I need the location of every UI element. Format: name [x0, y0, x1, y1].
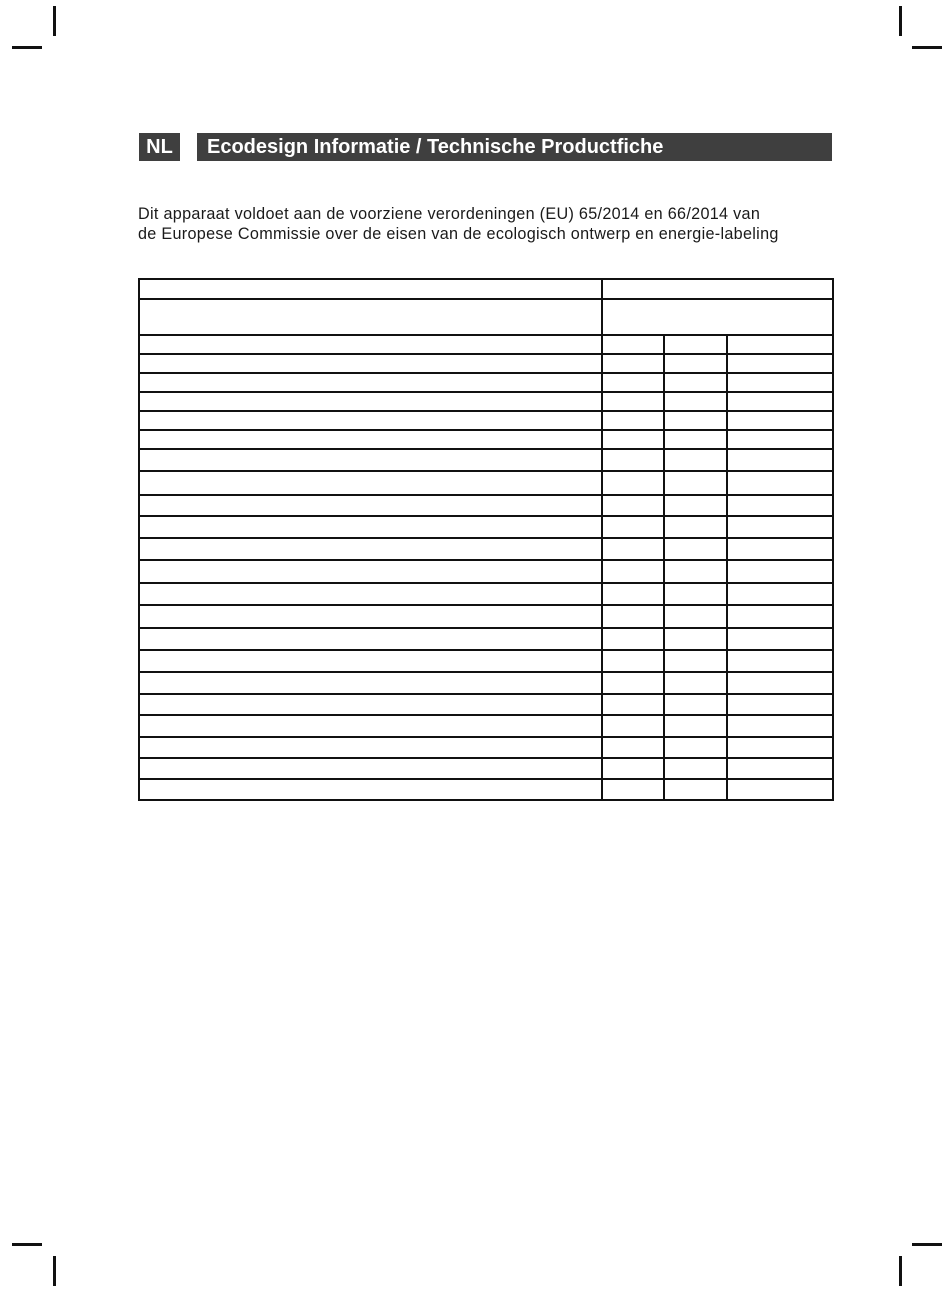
table-cell [727, 628, 833, 650]
table-cell [602, 650, 664, 672]
table-cell [139, 411, 602, 430]
table-cell [664, 538, 727, 560]
table-row [139, 495, 833, 516]
table-cell [664, 373, 727, 392]
table-row [139, 650, 833, 672]
table-cell [139, 449, 602, 471]
table-cell [139, 583, 602, 605]
table-cell [727, 430, 833, 449]
table-cell [139, 628, 602, 650]
table-cell [727, 560, 833, 583]
table-cell [602, 449, 664, 471]
table-cell [139, 605, 602, 628]
table-row [139, 471, 833, 495]
table-row [139, 715, 833, 737]
table-row [139, 411, 833, 430]
table-row [139, 516, 833, 538]
table-cell [602, 411, 664, 430]
table-cell [139, 299, 602, 335]
table-cell [602, 538, 664, 560]
table-row [139, 560, 833, 583]
table-cell [602, 779, 664, 800]
table-cell [139, 373, 602, 392]
table-cell [602, 758, 664, 779]
crop-mark-top-left-vertical [53, 6, 56, 36]
table-cell [727, 411, 833, 430]
table-row [139, 694, 833, 715]
language-badge: NL [139, 133, 180, 161]
table-header-row [139, 279, 833, 299]
table-cell [727, 392, 833, 411]
table-cell [602, 430, 664, 449]
crop-mark-bottom-right-horizontal [912, 1243, 942, 1246]
table-cell [664, 583, 727, 605]
table-cell [664, 495, 727, 516]
table-row [139, 392, 833, 411]
table-cell [139, 354, 602, 373]
table-row [139, 737, 833, 758]
table-cell [727, 672, 833, 694]
table-cell [727, 354, 833, 373]
table-row [139, 449, 833, 471]
table-cell [139, 650, 602, 672]
table-row [139, 335, 833, 354]
intro-line-1: Dit apparaat voldoet aan de voorziene verordeningen (EU) 65/2014 en 66/2014 van [138, 205, 761, 223]
table-cell [139, 430, 602, 449]
table-cell [664, 560, 727, 583]
crop-mark-bottom-left-horizontal [12, 1243, 42, 1246]
table-cell [139, 737, 602, 758]
crop-mark-bottom-right-vertical [899, 1256, 902, 1286]
table-cell [602, 495, 664, 516]
table-cell [139, 392, 602, 411]
table-cell [727, 471, 833, 495]
table-cell [602, 373, 664, 392]
table-cell [139, 694, 602, 715]
table-row [139, 758, 833, 779]
table-cell [727, 373, 833, 392]
page-title-text: Ecodesign Informatie / Technische Productfiche [207, 135, 664, 158]
table-cell [602, 583, 664, 605]
table-header-row [139, 299, 833, 335]
table-cell [727, 758, 833, 779]
table-cell [727, 538, 833, 560]
table-row [139, 538, 833, 560]
crop-mark-bottom-left-vertical [53, 1256, 56, 1286]
table-cell [727, 449, 833, 471]
table-cell [602, 694, 664, 715]
table-cell [602, 354, 664, 373]
table-cell [664, 449, 727, 471]
table-cell [602, 715, 664, 737]
table-cell [664, 516, 727, 538]
page-title [197, 133, 832, 161]
table-cell [664, 335, 727, 354]
intro-line-2: de Europese Commissie over de eisen van de ecologisch ontwerp en energie-labeling [138, 225, 779, 243]
table-cell [664, 392, 727, 411]
table-cell [602, 605, 664, 628]
table-cell [602, 335, 664, 354]
table-cell [139, 335, 602, 354]
table-cell [602, 628, 664, 650]
table-cell [727, 516, 833, 538]
table-cell [727, 650, 833, 672]
product-fiche-table [138, 278, 834, 801]
table-cell [664, 650, 727, 672]
table-row [139, 354, 833, 373]
table-cell [664, 430, 727, 449]
table-cell [139, 495, 602, 516]
table-cell [664, 737, 727, 758]
table-cell [727, 737, 833, 758]
table-cell [727, 583, 833, 605]
table-cell [139, 538, 602, 560]
table-row [139, 605, 833, 628]
table-cell [139, 758, 602, 779]
table-cell [139, 516, 602, 538]
table-cell [664, 605, 727, 628]
table-cell [664, 672, 727, 694]
table-cell [602, 737, 664, 758]
table-cell [139, 672, 602, 694]
table-cell [727, 605, 833, 628]
table-cell [664, 411, 727, 430]
table-cell [602, 672, 664, 694]
table-cell [602, 279, 833, 299]
crop-mark-top-right-horizontal [912, 46, 942, 49]
table-cell [727, 335, 833, 354]
table-row [139, 430, 833, 449]
table-cell [139, 715, 602, 737]
table-cell [602, 392, 664, 411]
table-cell [664, 628, 727, 650]
table-cell [727, 694, 833, 715]
table-cell [664, 471, 727, 495]
table-row [139, 373, 833, 392]
table-row [139, 779, 833, 800]
intro-paragraph [138, 204, 858, 244]
table-cell [664, 694, 727, 715]
table-row [139, 672, 833, 694]
table-cell [727, 495, 833, 516]
table-row [139, 628, 833, 650]
table-cell [664, 758, 727, 779]
table-cell [602, 560, 664, 583]
table-cell [664, 779, 727, 800]
table-cell [139, 560, 602, 583]
crop-mark-top-left-horizontal [12, 46, 42, 49]
table-cell [664, 715, 727, 737]
table-cell [139, 471, 602, 495]
table-cell [602, 299, 833, 335]
crop-mark-top-right-vertical [899, 6, 902, 36]
table-cell [727, 779, 833, 800]
table-cell [139, 779, 602, 800]
table-row [139, 583, 833, 605]
table-cell [727, 715, 833, 737]
table-cell [139, 279, 602, 299]
table-cell [602, 471, 664, 495]
table-cell [664, 354, 727, 373]
table-cell [602, 516, 664, 538]
